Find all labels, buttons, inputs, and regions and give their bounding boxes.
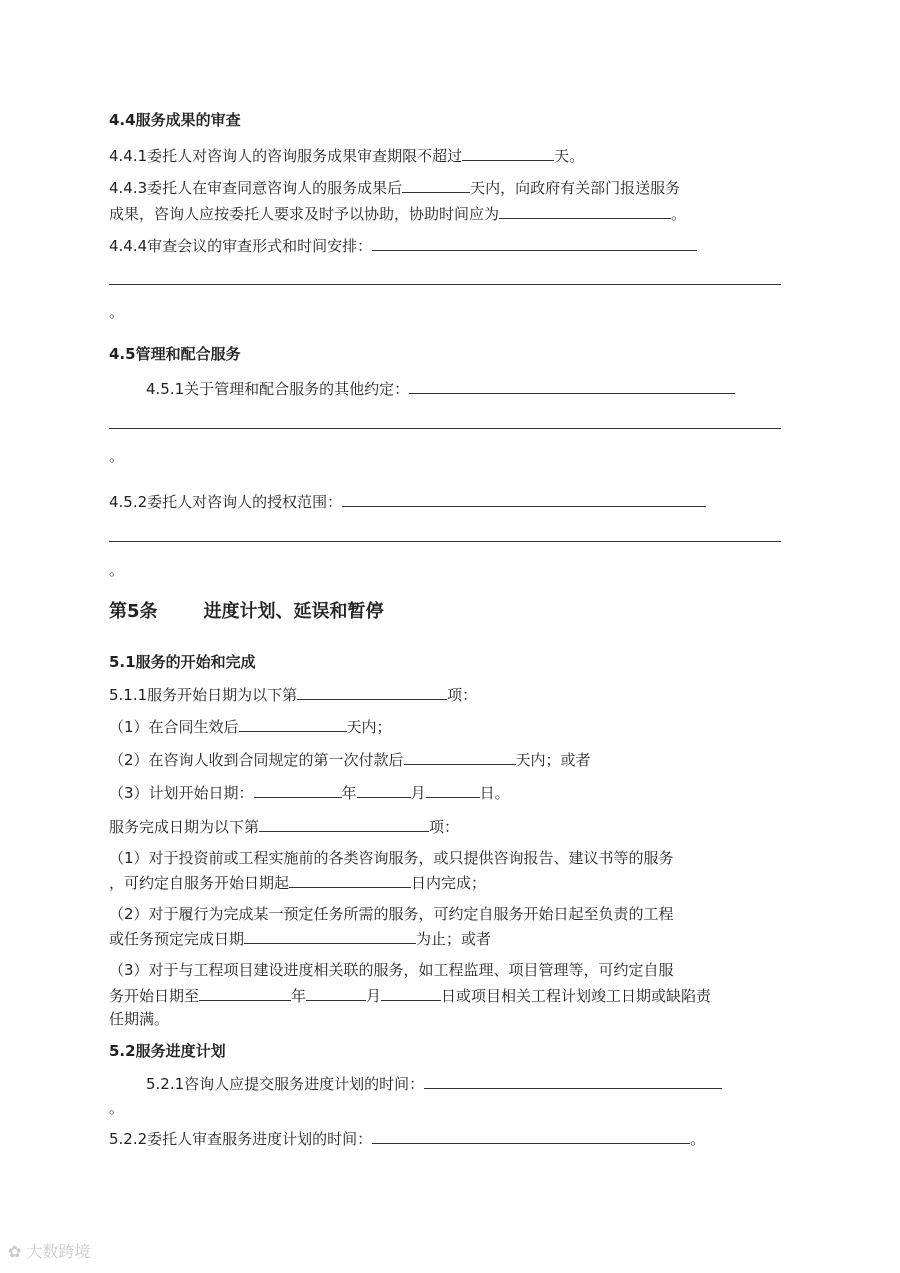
year-field[interactable] — [254, 782, 342, 798]
period-mark: 。 — [109, 447, 125, 465]
finish-option-3-end: 任期满。 — [109, 1010, 170, 1028]
blank-field[interactable] — [404, 749, 516, 765]
finish-option-3: （3）对于与工程项目建设进度相关联的服务，如工程监理、项目管理等，可约定自服 — [109, 961, 674, 979]
clause-4-4-3: 4.4.3委托人在审查同意咨询人的服务成果后 天内，向政府有关部门报送服务 — [109, 179, 681, 197]
clause-5-2-1: 5.2.1咨询人应提交服务进度计划的时间： — [146, 1073, 722, 1094]
month-field[interactable] — [306, 985, 366, 1001]
period-mark: 。 — [109, 1099, 125, 1117]
article-5-title: 第5条 进度计划、延误和暂停 — [109, 601, 384, 622]
finish-option-1: （1）对于投资前或工程实施前的各类咨询服务，或只提供咨询报告、建议书等的服务 — [109, 849, 674, 867]
blank-field[interactable] — [342, 491, 706, 507]
finish-option-3-cont: 务开始日期至 年 月 日或项目相关工程计划竣工日期或缺陷责 — [109, 987, 712, 1005]
blank-line[interactable] — [109, 541, 781, 542]
blank-field[interactable] — [499, 203, 671, 219]
finish-date-clause: 服务完成日期为以下第 项： — [109, 818, 460, 836]
blank-field[interactable] — [402, 177, 470, 193]
blank-field[interactable] — [259, 816, 429, 832]
section-4-5-heading: 4.5管理和配合服务 — [109, 345, 241, 363]
year-field[interactable] — [199, 985, 291, 1001]
clause-4-5-1: 4.5.1关于管理和配合服务的其他约定： — [146, 378, 735, 399]
clause-5-1-1: 5.1.1服务开始日期为以下第 项： — [109, 686, 478, 704]
clause-5-2-2: 5.2.2委托人审查服务进度计划的时间： 。 — [109, 1130, 706, 1148]
watermark: ✿ 大数跨境 — [8, 1242, 91, 1261]
finish-option-1-cont: ，可约定自服务开始日期起 日内完成； — [109, 874, 487, 892]
clause-4-4-1: 4.4.1委托人对咨询人的咨询服务成果审查期限不超过 天。 — [109, 147, 585, 165]
period-mark: 。 — [109, 303, 125, 321]
finish-option-2: （2）对于履行为完成某一预定任务所需的服务，可约定自服务开始日起至负责的工程 — [109, 905, 674, 923]
day-field[interactable] — [381, 985, 441, 1001]
blank-field[interactable] — [239, 716, 347, 732]
blank-field[interactable] — [244, 928, 416, 944]
period-mark: 。 — [109, 561, 125, 579]
blank-field[interactable] — [297, 684, 447, 700]
blank-field[interactable] — [409, 378, 735, 394]
section-4-4-heading: 4.4服务成果的审查 — [109, 111, 241, 129]
clause-4-4-4: 4.4.4审查会议的审查形式和时间安排： — [109, 235, 697, 256]
start-option-1: （1）在合同生效后 天内； — [109, 718, 392, 736]
section-5-2-heading: 5.2服务进度计划 — [109, 1042, 226, 1060]
blank-line[interactable] — [109, 428, 781, 429]
finish-option-2-cont: 或任务预定完成日期 为止；或者 — [109, 930, 492, 948]
clause-4-4-3-cont: 成果，咨询人应按委托人要求及时予以协助，协助时间应为 。 — [109, 205, 687, 223]
blank-field[interactable] — [372, 235, 697, 251]
watermark-logo-icon: ✿ — [8, 1242, 22, 1261]
start-option-2: （2）在咨询人收到合同规定的第一次付款后 天内；或者 — [109, 751, 591, 769]
start-option-3: （3）计划开始日期： 年 月 日。 — [109, 784, 510, 802]
blank-field[interactable] — [289, 872, 411, 888]
blank-line[interactable] — [109, 284, 781, 285]
month-field[interactable] — [357, 782, 411, 798]
clause-4-5-2: 4.5.2委托人对咨询人的授权范围： — [109, 491, 706, 512]
day-field[interactable] — [426, 782, 480, 798]
blank-field[interactable] — [462, 145, 554, 161]
section-5-1-heading: 5.1服务的开始和完成 — [109, 653, 256, 671]
blank-field[interactable] — [372, 1128, 690, 1144]
blank-field[interactable] — [424, 1073, 722, 1089]
